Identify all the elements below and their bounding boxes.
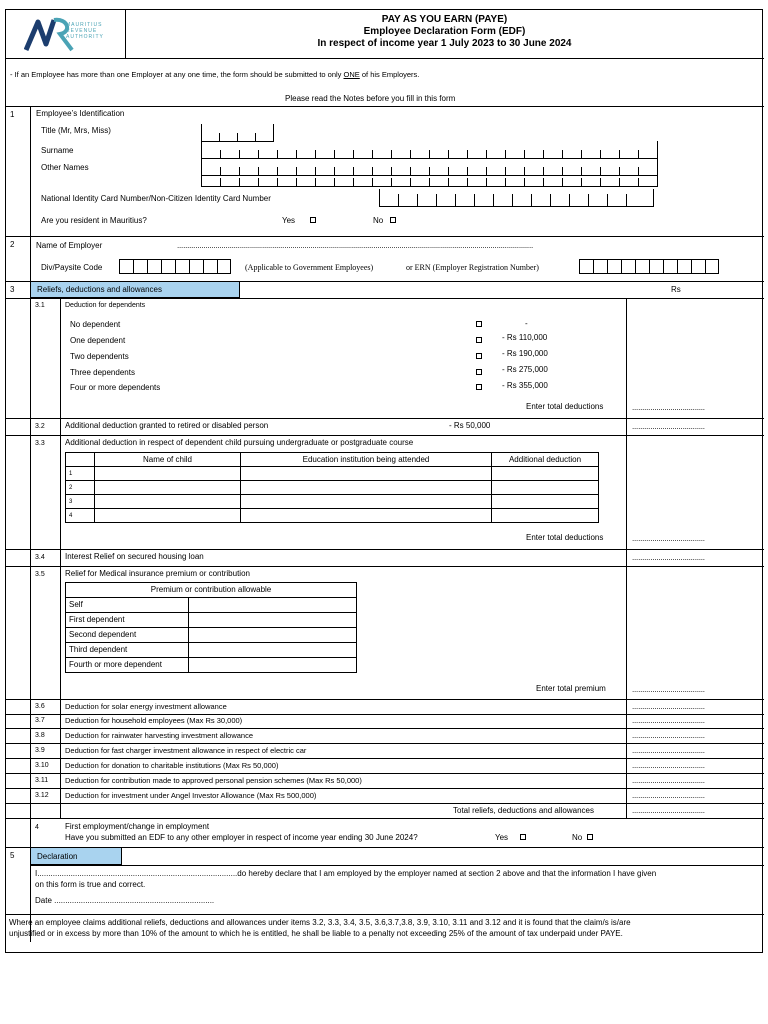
deduction-cell[interactable] [492, 495, 599, 509]
declaration-date[interactable]: Date ........................................................................ [35, 896, 215, 905]
column-header-child: Name of child [95, 453, 241, 467]
item-label: Deduction for rainwater harvesting investment allowance [65, 731, 254, 740]
institution-cell[interactable] [241, 467, 492, 481]
total-deductions-3-1-input[interactable]: .................................... [632, 403, 705, 412]
item-number: 3.7 [35, 717, 45, 724]
section-3-number: 3 [10, 285, 15, 294]
dependent-option-amount: - Rs 355,000 [502, 381, 548, 390]
item-amount-input[interactable]: .................................... [632, 702, 705, 711]
premium-cell[interactable] [189, 643, 357, 658]
amount-3-4-input[interactable]: .................................... [632, 553, 705, 562]
nic-input[interactable] [379, 189, 654, 207]
amount-3-2-input[interactable]: .................................... [632, 422, 705, 431]
column-header-premium: Premium or contribution allowable [66, 583, 357, 598]
deduction-cell[interactable] [492, 467, 599, 481]
section-4-question: Have you submitted an EDF to any other employer in respect of income year ending 30 June 2024? [65, 833, 418, 842]
edf-yes-label: Yes [495, 833, 509, 842]
premium-cell[interactable] [189, 658, 357, 673]
child-name-cell[interactable] [95, 467, 241, 481]
item-amount-input[interactable]: .................................... [632, 791, 705, 800]
dependent-option-label: Three dependents [70, 368, 135, 377]
enter-total-deductions-label: Enter total deductions [526, 533, 604, 542]
ern-label: or ERN (Employer Registration Number) [406, 263, 539, 272]
table-row [66, 643, 357, 658]
total-premium-input[interactable]: .................................... [632, 685, 705, 694]
child-name-cell[interactable] [95, 481, 241, 495]
table-row [66, 658, 357, 673]
notice-text: - If an Employee has more than one Employer at any one time, the form should be submitted to only ONE of his Employers. [10, 70, 420, 79]
resident-label: Are you resident in Mauritius? [41, 216, 147, 225]
item-3-2-number: 3.2 [35, 423, 45, 430]
dependent-option-amount: - Rs 275,000 [502, 365, 548, 374]
declaration-line-2: on this form is true and correct. [35, 880, 146, 889]
table-row [66, 495, 599, 509]
dependent-option-amount: - Rs 110,000 [502, 333, 548, 342]
logo-text-1: MAURITIUS [66, 22, 103, 28]
item-3-2-label: Additional deduction granted to retired or disabled person [65, 421, 269, 430]
nic-label: National Identity Card Number/Non-Citizen Identity Card Number [41, 194, 271, 203]
edf-no-label: No [572, 833, 583, 842]
dependent-option-checkbox[interactable] [476, 384, 482, 390]
resident-no-checkbox[interactable] [390, 217, 396, 223]
section-1-number: 1 [10, 110, 15, 119]
column-header-deduction: Additional deduction [492, 453, 599, 467]
employer-label: Name of Employer [36, 241, 103, 250]
item-amount-input[interactable]: .................................... [632, 776, 705, 785]
dependent-option-amount: - [525, 319, 528, 328]
item-3-2-amount: - Rs 50,000 [449, 421, 491, 430]
surname-input[interactable] [201, 141, 658, 159]
item-number: 3.8 [35, 732, 45, 739]
item-3-5-number: 3.5 [35, 571, 45, 578]
section-2-number: 2 [10, 240, 15, 249]
item-3-4-number: 3.4 [35, 554, 45, 561]
employer-name-input[interactable]: ................................................................................................................................................................................ [177, 241, 533, 250]
institution-cell[interactable] [241, 495, 492, 509]
item-3-5-label: Relief for Medical insurance premium or contribution [65, 569, 250, 578]
premium-cell[interactable] [189, 613, 357, 628]
row-number: 3 [66, 495, 95, 509]
column-header-institution: Education institution being attended [241, 453, 492, 467]
dependent-child-table [65, 452, 599, 523]
insured-person-label: Third dependent [66, 643, 189, 658]
title-label: Title (Mr, Mrs, Miss) [41, 126, 111, 135]
item-3-3-number: 3.3 [35, 440, 45, 447]
item-label: Deduction for solar energy investment allowance [65, 702, 227, 711]
item-label: Deduction for donation to charitable institutions (Max Rs 50,000) [65, 761, 279, 770]
rs-column-label: Rs [671, 285, 681, 294]
section-4-number: 4 [35, 824, 39, 831]
other-names-label: Other Names [41, 163, 89, 172]
item-number: 3.6 [35, 703, 45, 710]
deduction-cell[interactable] [492, 481, 599, 495]
div-paysite-input[interactable] [119, 259, 231, 274]
row-number: 1 [66, 467, 95, 481]
insured-person-label: Fourth or more dependent [66, 658, 189, 673]
item-amount-input[interactable]: .................................... [632, 761, 705, 770]
dependent-option-label: Four or more dependents [70, 383, 161, 392]
table-row [66, 509, 599, 523]
insured-person-label: First dependent [66, 613, 189, 628]
item-label: Deduction for contribution made to approved personal pension schemes (Max Rs 50,000) [65, 776, 362, 785]
logo-text-2: REVENUE [66, 28, 98, 34]
total-deductions-3-3-input[interactable]: .................................... [632, 534, 705, 543]
declaration-line-1: I..........................................................................................do hereby declare that I am employed by the employer named at section 2 above and that the information I have given [35, 869, 657, 878]
penalty-note-line-1: Where an employee claims additional reliefs, deductions and allowances under items 3.2, 3.3, 3.4, 3.5, 3.6,3.7,3.8, 3.9, 3.10, 3.11 and 3.12 and it is found that the claim/s is/are [9, 918, 631, 927]
resident-yes-checkbox[interactable] [310, 217, 316, 223]
form-title: PAY AS YOU EARN (PAYE) [381, 14, 508, 25]
section-3-header [30, 281, 240, 298]
item-number: 3.11 [35, 777, 49, 784]
logo-text-3: AUTHORITY [66, 34, 104, 40]
table-row [66, 467, 599, 481]
item-label: Deduction for investment under Angel Investor Allowance (Max Rs 500,000) [65, 791, 317, 800]
title-input[interactable] [201, 124, 274, 142]
dependent-option-label: One dependent [70, 336, 126, 345]
table-row [66, 613, 357, 628]
institution-cell[interactable] [241, 481, 492, 495]
form-period: In respect of income year 1 July 2023 to 30 June 2024 [317, 38, 572, 49]
read-notes-text: Please read the Notes before you fill in this form [285, 94, 456, 103]
section-1-heading: Employee’s Identification [36, 109, 125, 118]
dependent-option-checkbox[interactable] [476, 337, 482, 343]
medical-insurance-table [65, 582, 357, 673]
edf-no-checkbox[interactable] [587, 834, 593, 840]
edf-yes-checkbox[interactable] [520, 834, 526, 840]
item-3-1-label: Deduction for dependents [65, 302, 146, 309]
child-name-cell[interactable] [95, 495, 241, 509]
table-row [66, 598, 357, 613]
premium-cell[interactable] [189, 598, 357, 613]
form-subtitle: Employee Declaration Form (EDF) [363, 26, 526, 37]
item-amount-input[interactable]: .................................... [632, 716, 705, 725]
section-5-number: 5 [10, 851, 15, 860]
dependent-option-checkbox[interactable] [476, 369, 482, 375]
item-amount-input[interactable]: .................................... [632, 746, 705, 755]
government-note: (Applicable to Government Employees) [245, 263, 374, 272]
resident-yes-label: Yes [282, 216, 296, 225]
enter-total-premium-label: Enter total premium [536, 684, 606, 693]
item-number: 3.9 [35, 747, 45, 754]
table-row [66, 628, 357, 643]
other-names-input-2[interactable] [201, 172, 658, 187]
item-3-1-number: 3.1 [35, 302, 45, 309]
dependent-option-label: Two dependents [70, 352, 129, 361]
row-number: 4 [66, 509, 95, 523]
institution-cell[interactable] [241, 509, 492, 523]
edf-form [5, 9, 763, 953]
div-paysite-label: Div/Paysite Code [41, 263, 103, 272]
section-3-heading: Reliefs, deductions and allowances [37, 285, 162, 294]
enter-total-deductions-label: Enter total deductions [526, 402, 604, 411]
table-row [66, 481, 599, 495]
dependent-option-label: No dependent [70, 320, 121, 329]
total-reliefs-label: Total reliefs, deductions and allowances [453, 806, 594, 815]
item-number: 3.12 [35, 792, 49, 799]
total-reliefs-input[interactable]: .................................... [632, 806, 705, 815]
section-5-heading: Declaration [37, 852, 78, 861]
item-label: Deduction for household employees (Max Rs 30,000) [65, 716, 243, 725]
dependent-option-amount: - Rs 190,000 [502, 349, 548, 358]
premium-cell[interactable] [189, 628, 357, 643]
dependent-option-checkbox[interactable] [476, 353, 482, 359]
item-amount-input[interactable]: .................................... [632, 731, 705, 740]
section-5-header [30, 847, 122, 865]
item-3-4-label: Interest Relief on secured housing loan [65, 552, 204, 561]
mra-logo [24, 14, 122, 56]
dependent-option-checkbox[interactable] [476, 321, 482, 327]
section-4-heading: First employment/change in employment [65, 822, 210, 831]
insured-person-label: Self [66, 598, 189, 613]
surname-label: Surname [41, 146, 74, 155]
insured-person-label: Second dependent [66, 628, 189, 643]
deduction-cell[interactable] [492, 509, 599, 523]
item-label: Deduction for fast charger investment allowance in respect of electric car [65, 746, 307, 755]
item-3-3-label: Additional deduction in respect of dependent child pursuing undergraduate or postgraduate course [65, 438, 414, 447]
child-name-cell[interactable] [95, 509, 241, 523]
penalty-note-line-2: unjustified or in excess by more than 10% of the amount to which he is entitled, he shall be liable to a penalty not exceeding 25% of the amount of tax underpaid under PAYE. [9, 929, 623, 938]
row-number: 2 [66, 481, 95, 495]
ern-input[interactable] [579, 259, 719, 274]
item-number: 3.10 [35, 762, 49, 769]
resident-no-label: No [373, 216, 384, 225]
